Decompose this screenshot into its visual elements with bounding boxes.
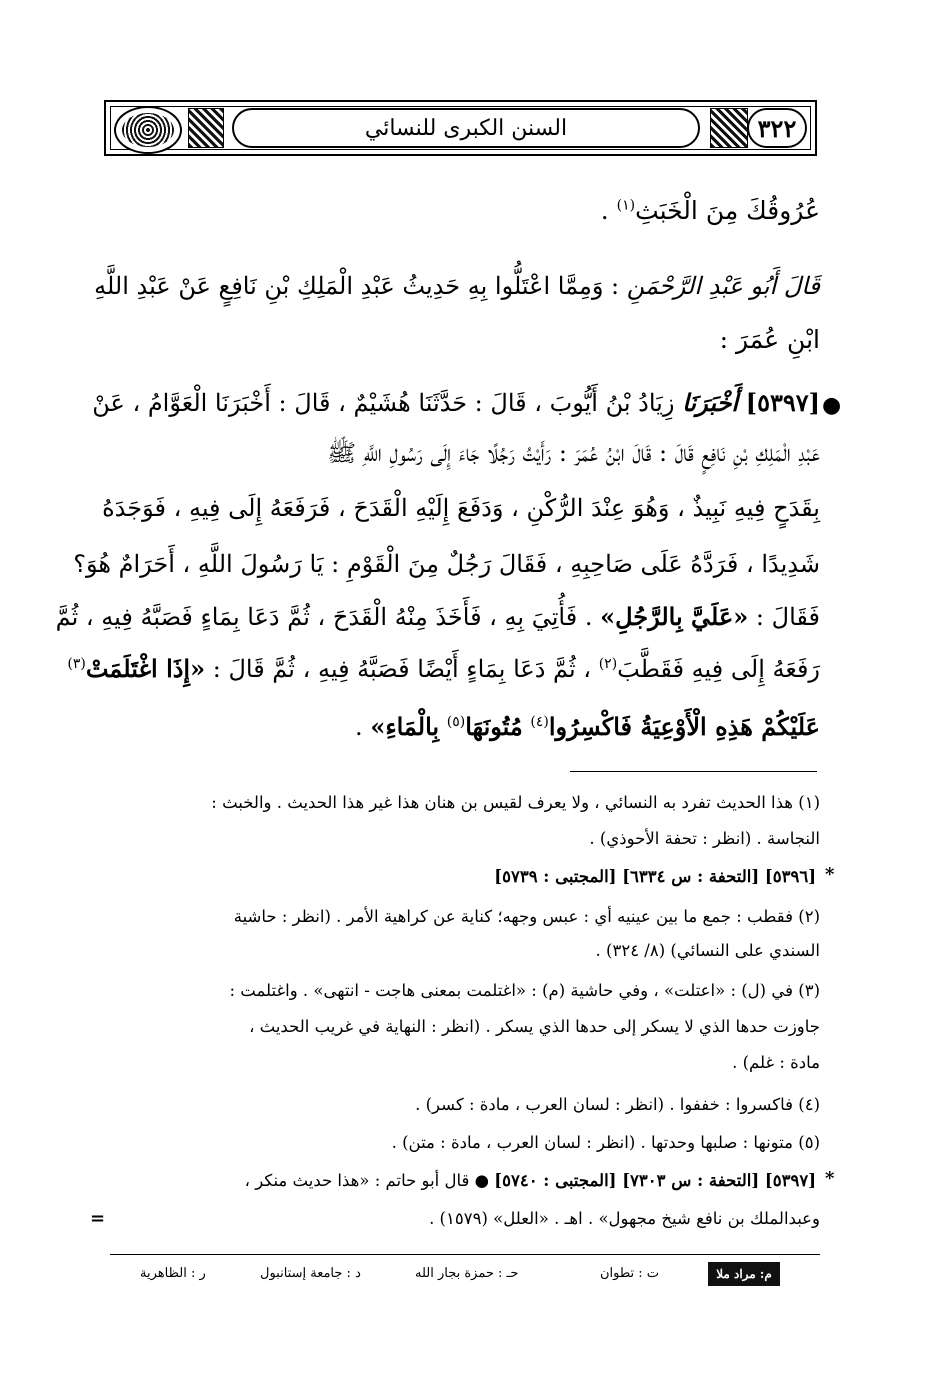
footnote-4: (٤) فاكسروا : خففوا . (انظر : لسان العرب ، مادة : كسر) . [415,1095,820,1114]
hadith-line-7: عَلَيْكُمْ هَذِهِ الْأَوْعِيَةُ فَاكْسِرُوا$^{(٤)}$ مُتُونَهَا$^{(٥)}$ بِالْمَاءِ» . [355,712,820,741]
footnote-ref-2: (٢) [598,656,618,672]
text-line-2: قَالَ أَبُو عَبْدِ الرَّحْمَنِ : وَمِمَّا اعْتَلُّوا بِهِ حَدِيثُ عَبْدِ الْمَلِكِ بْنِ نَافِعٍ عَنْ عَبْدِ اللَّهِ [94,272,820,300]
title-cartouche [232,108,700,148]
hadith-line-2: عَبْدِ الْمَلِكِ بْنِ نَافِعٍ قَالَ : قَالَ ابْنُ عُمَرَ : رَأَيْتُ رَجُلًا جَاءَ إِلَى رَسُولِ اللَّهِ ﷺ [327,439,820,467]
star-icon-2: * [825,1168,835,1189]
footnote-2: (٢) فقطب : جمع ما بين عينيه أي : عبس وجهه؛ كناية عن كراهية الأمر . (انظر : حاشية [233,907,820,926]
star-icon: * [825,864,835,885]
hadith-line-3: بِقَدَحٍ فِيهِ نَبِيذٌ ، وَهُوَ عِنْدَ الرُّكْنِ ، وَدَفَعَ إِلَيْهِ الْقَدَحَ ، فَرَفَعَهُ إِلَى فِيهِ ، فَوَجَدَهُ [102,494,820,522]
footer-rule [110,1254,820,1255]
continuation-mark: = [90,1208,106,1229]
source-tetouan: ت : تطوان [600,1266,660,1281]
book-emblem-icon [114,106,182,154]
source-istanbul: د : جامعة إستانبول [260,1266,361,1281]
footnote-2-cont: السندي على النسائي) (٨/ ٣٢٤) . [595,941,820,960]
takhrij-5396: [٥٣٩٦] [التحفة : س ٦٣٣٤] [المجتبى : ٥٧٣٩] [494,867,816,886]
hadith-bullet-icon: ● [822,393,842,418]
footnote-separator [570,771,817,772]
takhrij-5397-cont: وعبدالملك بن نافع شيخ مجهول» . اهـ . «العلل» (١٥٧٩) . [429,1209,820,1228]
source-hamza: حـ : حمزة بجار الله [415,1266,519,1281]
hadith-line-6: رَفَعَهُ إِلَى فِيهِ فَقَطَّبَ$^{(٢)}$ ، ثُمَّ دَعَا بِمَاءٍ أَيْضًا فَصَبَّهُ فِيهِ ، ثُمَّ قَالَ : «إِذَا اغْتَلَمَتْ$^{(٣)}$ [67,654,820,683]
page-number-cartouche [747,108,807,148]
footnote-ref-5: (٥) [446,714,466,730]
hadith-line-1: [٥٣٩٧] أَخْبَرَنَا زِيَادُ بْنُ أَيُّوبَ ، قَالَ : حَدَّثَنَا هُشَيْمٌ ، قَالَ : أَخْبَرَنَا الْعَوَّامُ ، عَنْ [92,388,820,417]
hadith-line-4: شَدِيدًا ، فَرَدَّهُ عَلَى صَاحِبِهِ ، فَقَالَ رَجُلٌ مِنَ الْقَوْمِ : يَا رَسُولَ اللَّهِ ، أَحَرَامٌ هُوَ؟ [73,550,820,578]
footnote-1: (١) هذا الحديث تفرد به النسائي ، ولا يعرف لقيس بن هنان هذا غير هذا الحديث . والخبث : [211,793,820,812]
takhrij-5397: [٥٣٩٧] [التحفة : س ٧٣٠٣] [المجتبى : ٥٧٤٠] ● قال أبو حاتم : «هذا حديث منكر ، [244,1171,816,1190]
footnote-1-cont: النجاسة . (انظر : تحفة الأحوذي) . [589,829,820,848]
hadith-line-5: فَقَالَ : «عَلَيَّ بِالرَّجُلِ» . فَأُتِيَ بِهِ ، فَأَخَذَ مِنْهُ الْقَدَحَ ، ثُمَّ دَعَا بِمَاءٍ فَصَبَّهُ فِيهِ ، ثُمَّ [55,602,820,631]
footnote-ref-3: (٣) [67,656,86,672]
manuscript-badge: م: مراد ملا [708,1262,780,1286]
footnote-3-end: مادة : غلم) . [732,1053,820,1072]
footnote-ref-1: (١) [616,197,636,214]
footnote-3-cont: جاوزت حدها الذي لا يسكر إلى حدها الذي يسكر . (انظر : النهاية في غريب الحديث ، [249,1017,820,1036]
page-number: ٣٢٢ [757,113,797,143]
footnote-5: (٥) متونها : صلبها وحدتها . (انظر : لسان العرب ، مادة : متن) . [391,1133,820,1152]
source-zahiriya: ر : الظاهرية [140,1266,206,1281]
prophetic-quote: «عَلَيَّ بِالرَّجُلِ» [600,602,749,631]
ornament-pattern-left [188,108,224,148]
page-header [104,100,817,156]
text-line-3: ابْنِ عُمَرَ : [719,325,820,354]
book-title: السنن الكبرى للنسائي [364,115,568,141]
text-line-1: عُرُوقُكَ مِنَ الْخَبَثِ$^{(١)}$ . [600,196,820,225]
speaker: قَالَ أَبُو عَبْدِ الرَّحْمَنِ [626,272,820,300]
footnote-ref-4: (٤) [530,714,549,730]
footnote-3: (٣) في (ل) : «اعتلت» ، وفي حاشية (م) : «اغتلمت بمعنى هاجت - انتهى» . واغتلمت : [229,981,820,1000]
ornament-pattern-right [710,108,748,148]
hadith-number: [٥٣٩٧] [745,388,820,417]
